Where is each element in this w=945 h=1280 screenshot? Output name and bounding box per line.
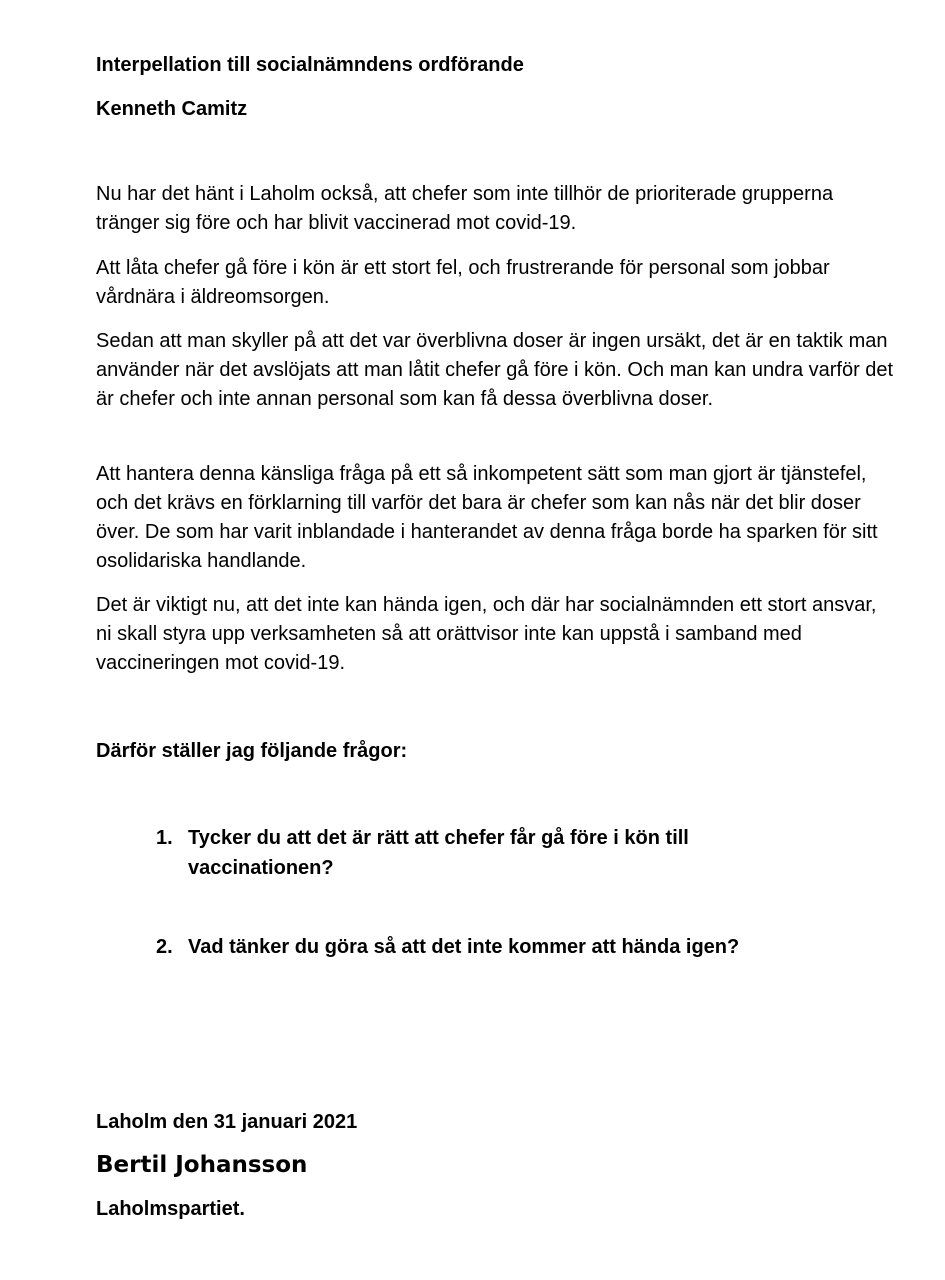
document-title: Interpellation till socialnämndens ordförande (96, 54, 524, 76)
addressee-name: Kenneth Camitz (96, 98, 248, 120)
question-text: Vad tänker du göra så att det inte kommer att hända igen? (188, 936, 740, 958)
party-name: Laholmspartiet. (96, 1198, 245, 1220)
question-item-1 (156, 823, 796, 883)
place-and-date: Laholm den 31 januari 2021 (96, 1111, 358, 1133)
questions-heading: Därför ställer jag följande frågor: (96, 740, 408, 762)
body-paragraph-1: Nu har det hänt i Laholm också, att chefer som inte tillhör de prioriterade grupperna tränger sig före och har blivit vaccinerad mot covid-19. (96, 183, 834, 234)
body-paragraph-4: Att hantera denna känsliga fråga på ett så inkompetent sätt som man gjort är tjänstefel, och det krävs en förklarning till varför det bara är chefer som kan nås när det blir doser över. De som har varit inblandade i hanterandet av denna fråga borde ha sparken för sitt osolidariska handlande. (96, 463, 878, 572)
body-paragraph-3: Sedan att man skyller på att det var överblivna doser är ingen ursäkt, det är en taktik man använder när det avslöjats att man låtit chefer gå före i kön. Och man kan undra varför det är chefer och inte annan personal som kan få dessa överblivna doser. (96, 330, 894, 410)
question-item-2 (156, 932, 796, 962)
question-text: Tycker du att det är rätt att chefer får gå före i kön till vaccinationen? (188, 827, 689, 879)
question-number: 2. (156, 936, 173, 958)
body-paragraph-5: Det är viktigt nu, att det inte kan hända igen, och där har socialnämnden ett stort ansvar, ni skall styra upp verksamheten så att orättvisor inte kan uppstå i samband med vaccineringen mot covid-19. (96, 594, 877, 674)
question-number: 1. (156, 827, 173, 849)
body-paragraph-2: Att låta chefer gå före i kön är ett stort fel, och frustrerande för personal som jobbar vårdnära i äldreomsorgen. (96, 257, 830, 308)
signature-name: Bertil Johansson (96, 1152, 308, 1178)
